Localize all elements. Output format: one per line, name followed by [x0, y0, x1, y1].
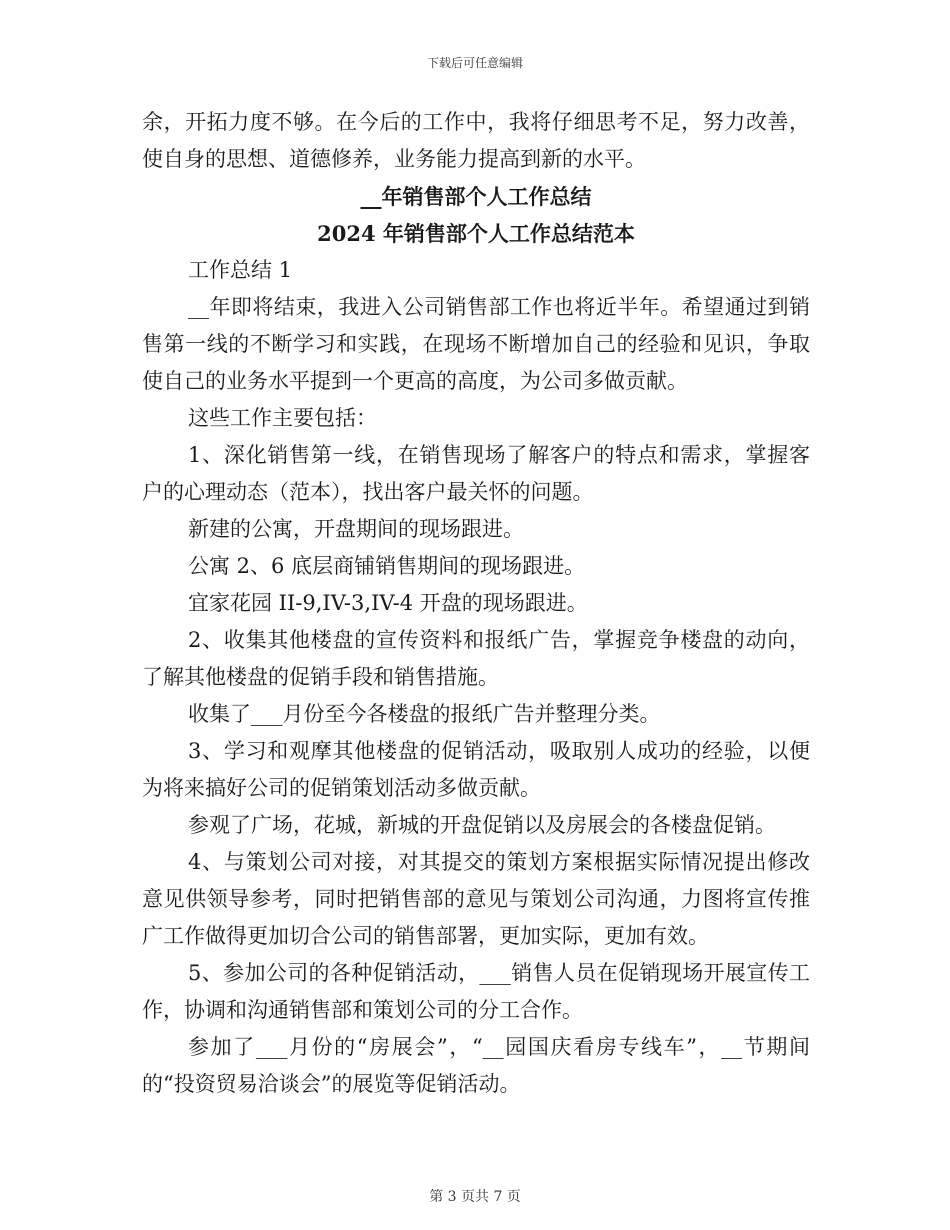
paragraph: 参加了___月份的“房展会”，“__园国庆看房专线车”，__节期间的“投资贸易洽谈会”的展览等促销活动。 [142, 1035, 810, 1096]
list-item: 3、学习和观摩其他楼盘的促销活动，吸取别人成功的经验，以便为将来搞好公司的促销策划活动多做贡献。 [142, 739, 810, 800]
paragraph: 这些工作主要包括： [188, 406, 377, 430]
list-item: 2、收集其他楼盘的宣传资料和报纸广告，掌握竞争楼盘的动向，了解其他楼盘的促销手段和销售措施。 [142, 628, 810, 689]
section-title: __年销售部个人工作总结 [360, 184, 592, 209]
paragraph-continuation: 余，开拓力度不够。在今后的工作中，我将仔细思考不足，努力改善，使自身的思想、道德修养，业务能力提高到新的水平。 [142, 110, 810, 171]
page-footer: 第 3 页共 7 页 [429, 1189, 521, 1205]
list-item: 1、深化销售第一线，在销售现场了解客户的特点和需求，掌握客户的心理动态（范本），找出客户最关怀的问题。 [142, 443, 810, 504]
subheading: 工作总结 1 [188, 258, 293, 282]
paragraph: 参观了广场，花城，新城的开盘促销以及房展会的各楼盘促销。 [188, 813, 776, 837]
list-item: 5、参加公司的各种促销活动，___销售人员在促销现场开展宣传工作，协调和沟通销售部和策划公司的分工合作。 [142, 961, 810, 1022]
document-body [142, 104, 810, 1103]
list-item: 4、与策划公司对接，对其提交的策划方案根据实际情况提出修改意见供领导参考，同时把销售部的意见与策划公司沟通，力图将宣传推广工作做得更加切合公司的销售部署，更加实际，更加有效。 [142, 850, 810, 948]
paragraph: 收集了___月份至今各楼盘的报纸广告并整理分类。 [188, 702, 661, 726]
paragraph: 新建的公寓，开盘期间的现场跟进。 [188, 517, 524, 541]
paragraph: 公寓 2、6 底层商铺销售期间的现场跟进。 [188, 554, 586, 578]
page-header: 下载后可任意编辑 [426, 56, 523, 70]
paragraph: 宜家花园 II-9,IV-3,IV-4 开盘的现场跟进。 [188, 591, 588, 615]
paragraph: __年即将结束，我进入公司销售部工作也将近半年。希望通过到销售第一线的不断学习和实践，在现场不断增加自己的经验和见识，争取使自己的业务水平提到一个更高的高度，为公司多做贡献。 [142, 295, 810, 393]
document-title: 2024 年销售部个人工作总结范本 [317, 221, 635, 246]
